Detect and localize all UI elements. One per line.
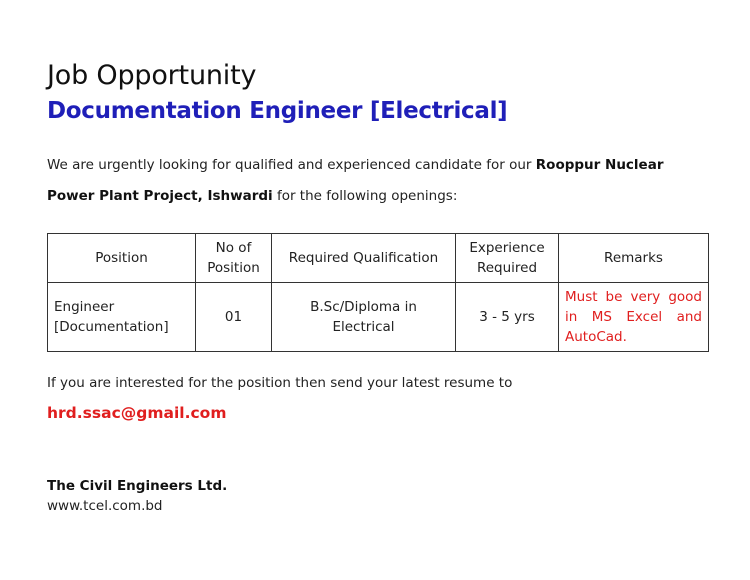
intro-paragraph	[47, 150, 709, 212]
header-remarks: Remarks	[559, 234, 709, 283]
page-title: Job Opportunity	[47, 60, 257, 91]
cell-no-of-position: 01	[196, 283, 272, 352]
table-row	[48, 283, 709, 352]
cell-experience: 3 - 5 yrs	[456, 283, 559, 352]
openings-table	[47, 233, 709, 352]
header-experience: Experience Required	[456, 234, 559, 283]
project-name: Rooppur Nuclear Power Plant Project, Ishwardi	[47, 157, 664, 204]
company-website[interactable]: www.tcel.com.bd	[47, 498, 163, 514]
application-instruction: If you are interested for the position then send your latest resume to	[47, 375, 513, 391]
cell-qualification: B.Sc/Diploma in Electrical	[272, 283, 456, 352]
header-no-of-position: No of Position	[196, 234, 272, 283]
company-name: The Civil Engineers Ltd.	[47, 478, 228, 494]
cell-position: Engineer [Documentation]	[48, 283, 196, 352]
cell-remarks: Must be very good in MS Excel and AutoCad.	[559, 283, 709, 352]
table-header-row	[48, 234, 709, 283]
header-position: Position	[48, 234, 196, 283]
intro-text-after: for the following openings:	[272, 188, 458, 204]
intro-text-before: We are urgently looking for qualified and experienced candidate for our	[47, 157, 536, 173]
position-title: Documentation Engineer [Electrical]	[47, 98, 508, 124]
contact-email[interactable]: hrd.ssac@gmail.com	[47, 404, 227, 422]
header-qualification: Required Qualification	[272, 234, 456, 283]
